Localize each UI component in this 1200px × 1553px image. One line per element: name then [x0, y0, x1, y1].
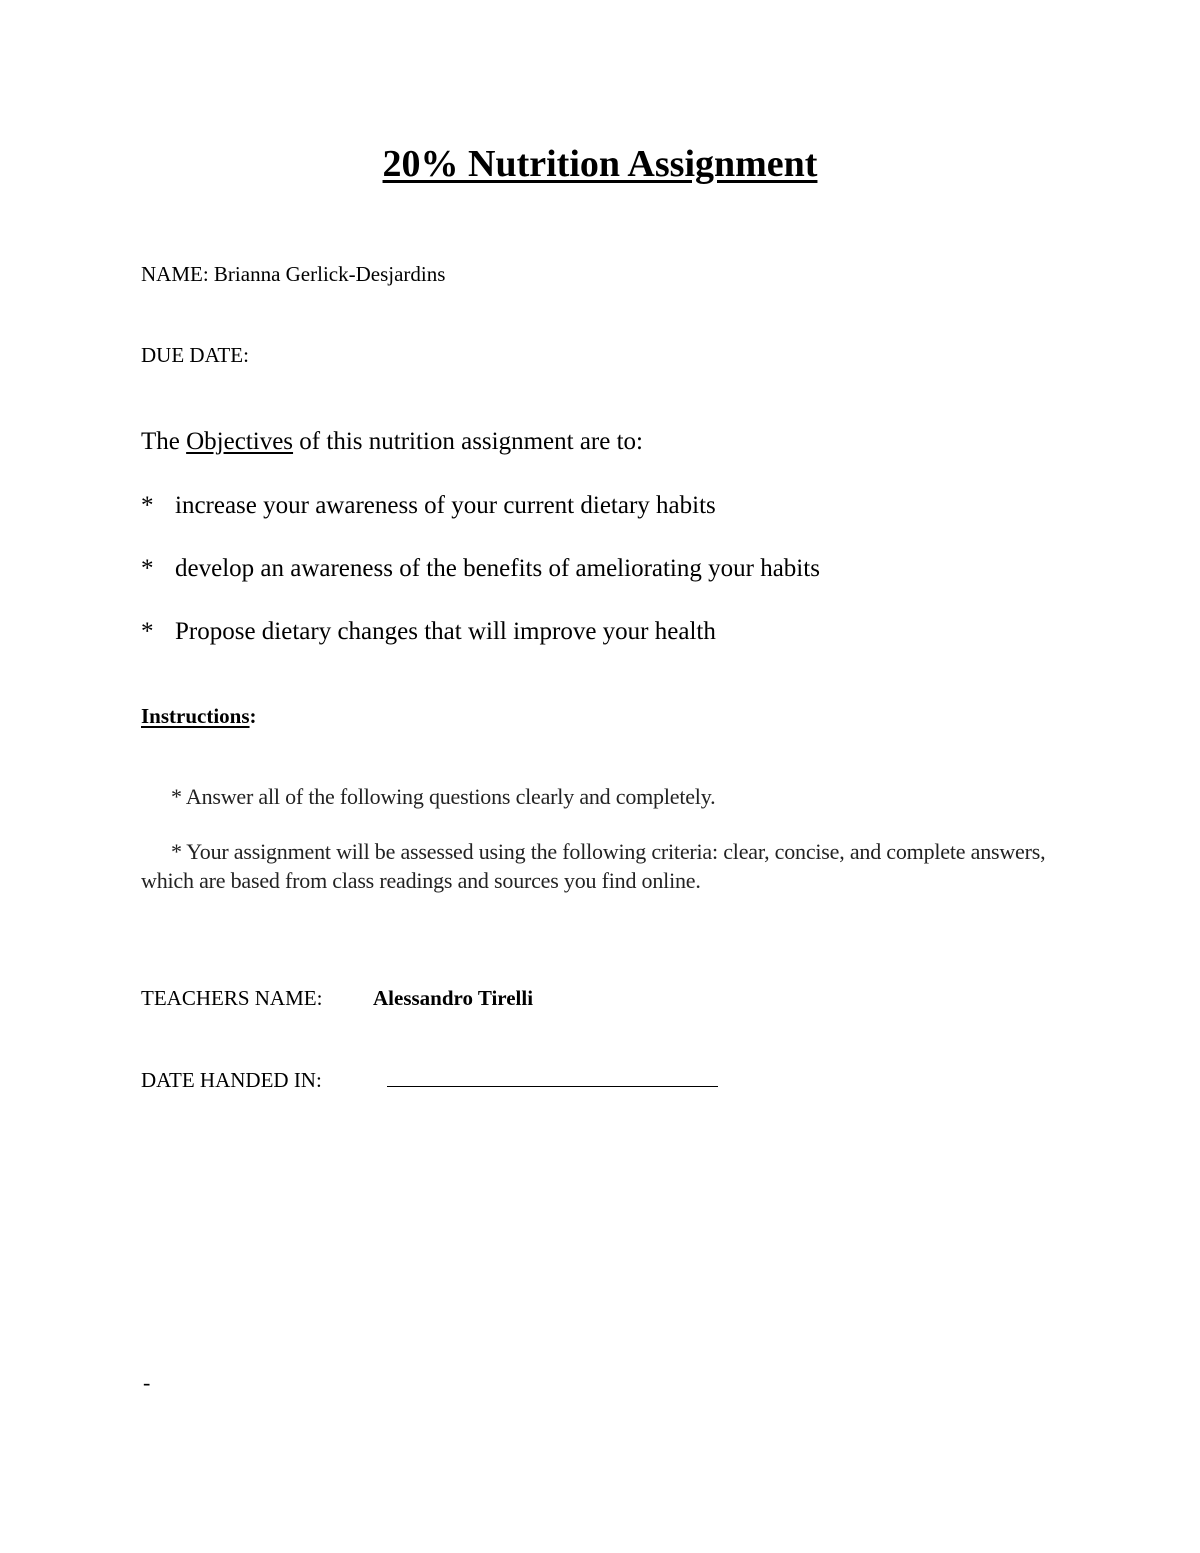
- objective-item: [141, 618, 716, 646]
- objectives-intro: [141, 428, 643, 456]
- objectives-word: Objectives: [186, 428, 294, 455]
- date-handed-in-label: DATE HANDED IN:: [141, 1068, 322, 1092]
- instructions-heading-text: Instructions: [141, 704, 250, 728]
- bullet-star: *: [141, 492, 154, 519]
- objective-text: develop an awareness of the benefits of ameliorating your habits: [175, 555, 820, 582]
- instruction-item: * Your assignment will be assessed using the following criteria: clear, concise, and complete answers, which are based from class readings and sources you find online.: [141, 839, 1046, 893]
- objective-text: increase your awareness of your current dietary habits: [175, 492, 716, 519]
- objective-item: [141, 555, 820, 583]
- bullet-star: *: [141, 618, 154, 645]
- intro-before: The: [141, 428, 187, 455]
- date-handed-in-blank: [387, 1068, 718, 1087]
- instructions-heading-colon: :: [249, 704, 257, 728]
- teacher-name-line: [141, 986, 533, 1011]
- student-name-line: NAME: Brianna Gerlick-Desjardins: [141, 262, 446, 286]
- footer-mark: -: [143, 1370, 151, 1395]
- instruction-item: * Answer all of the following questions clearly and completely.: [171, 784, 716, 809]
- due-date-line: DUE DATE:: [141, 343, 249, 367]
- bullet-star: *: [141, 555, 154, 582]
- document-title: 20% Nutrition Assignment: [382, 143, 818, 185]
- teacher-value: Alessandro Tirelli: [373, 986, 534, 1010]
- instructions-heading: [141, 704, 257, 729]
- objective-text: Propose dietary changes that will improve your health: [175, 618, 716, 645]
- objective-item: [141, 492, 716, 520]
- date-handed-in-line: [141, 1068, 718, 1093]
- teacher-label: TEACHERS NAME:: [141, 986, 323, 1010]
- intro-after: of this nutrition assignment are to:: [293, 428, 643, 455]
